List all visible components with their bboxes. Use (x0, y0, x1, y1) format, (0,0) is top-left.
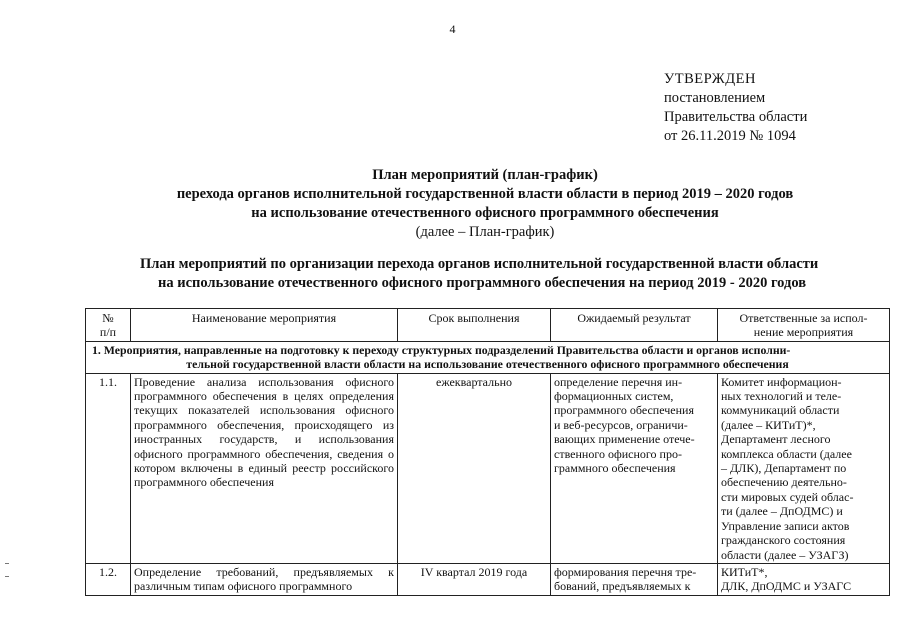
row-result (551, 373, 718, 563)
row-num: 1.2. (86, 563, 131, 595)
table-row (86, 563, 890, 595)
header-responsible (718, 309, 890, 342)
header-num (86, 309, 131, 342)
resp-line: ных технологий и теле- (721, 389, 842, 404)
subtitle-line: на использование отечественного офисного программного обеспечения на период 2019 - 2020 годов (158, 275, 807, 291)
title-line: План мероприятий (план-график) (372, 167, 598, 183)
header-text: № (102, 311, 114, 325)
row-term: IV квартал 2019 года (398, 563, 551, 595)
approval-line: постановлением (664, 90, 766, 106)
approval-line: от 26.11.2019 № 1094 (664, 128, 796, 144)
table-row (86, 373, 890, 563)
margin-mark (5, 576, 9, 577)
result-line: вающих применение отече- (554, 432, 695, 447)
header-name: Наименование мероприятия (131, 309, 398, 342)
plan-subtitle (140, 255, 818, 293)
header-term: Срок выполнения (398, 309, 551, 342)
row-result (551, 563, 718, 595)
document-title (0, 166, 905, 242)
section-row (86, 341, 890, 373)
resp-line: Департамент лесного (721, 432, 831, 447)
result-line: программного обеспечения (554, 403, 694, 418)
resp-line: ти (далее – ДпОДМС) и (721, 504, 843, 519)
resp-line: сти мировых судей облас- (721, 489, 854, 504)
resp-line: области (далее – УЗАГЗ) (721, 547, 849, 562)
header-text: нение мероприятия (753, 325, 854, 340)
resp-line: обеспечению деятельно- (721, 475, 847, 490)
title-line: (далее – План-график) (415, 224, 555, 240)
result-line: и веб-ресурсов, ограничи- (554, 417, 688, 432)
section-line: 1. Мероприятия, направленные на подготовку к переходу структурных подразделений Правительства области и органов исполни- (92, 342, 791, 357)
row-term: ежеквартально (398, 373, 551, 563)
margin-mark (5, 563, 9, 564)
title-line: на использование отечественного офисного программного обеспечения (251, 205, 719, 221)
result-line: ственного офисного про- (554, 446, 682, 461)
result-line: определение перечня ин- (554, 374, 683, 389)
plan-table (85, 308, 890, 596)
result-line: формирования перечня тре- (554, 564, 697, 579)
resp-line: Управление записи актов (721, 518, 850, 533)
resp-line: КИТиТ*, (721, 564, 768, 579)
header-text: Ответственные за испол- (739, 311, 868, 325)
header-result: Ожидаемый результат (551, 309, 718, 342)
resp-line: – ДЛК), Департамент по (721, 461, 847, 476)
approval-line: Правительства области (664, 109, 808, 125)
result-line: бований, предъявляемых к (554, 579, 691, 594)
resp-line: гражданского состояния (721, 533, 846, 548)
title-line: перехода органов исполнительной государственной власти области в период 2019 – 2020 годов (176, 186, 794, 202)
subtitle-line: План мероприятий по организации перехода органов исполнительной государственной власти области (140, 256, 819, 272)
resp-line: Комитет информацион- (721, 374, 842, 389)
table-header-row (86, 309, 890, 342)
row-name: Определение требований, предъявляемых к различным типам офисного программного (131, 563, 398, 595)
resp-line: ДЛК, ДпОДМС и УЗАГС (721, 579, 852, 594)
page-number: 4 (449, 22, 456, 36)
header-text: п/п (99, 325, 117, 340)
result-line: формационных систем, (554, 389, 674, 404)
resp-line: коммуникаций области (721, 403, 840, 418)
section-cell (86, 341, 890, 373)
resp-line: (далее – КИТиТ)*, (721, 417, 816, 432)
section-line: тельной государственной власти области на использование отечественного офисного программного обеспечения (186, 357, 789, 372)
approval-block (664, 70, 807, 146)
approval-heading: УТВЕРЖДЕН (664, 71, 756, 87)
row-responsible (718, 563, 890, 595)
result-line: граммного обеспечения (554, 461, 676, 476)
resp-line: комплекса области (далее (721, 446, 852, 461)
row-name: Проведение анализа использования офисного программного обеспечения в целях определения текущих показателей использования офисного программного обеспечения, происходящего из иностранных государств, и использования офисного программного обеспечения, сведения о котором включены в единый реестр российского программного обеспечения (131, 373, 398, 563)
row-num: 1.1. (86, 373, 131, 563)
row-responsible (718, 373, 890, 563)
